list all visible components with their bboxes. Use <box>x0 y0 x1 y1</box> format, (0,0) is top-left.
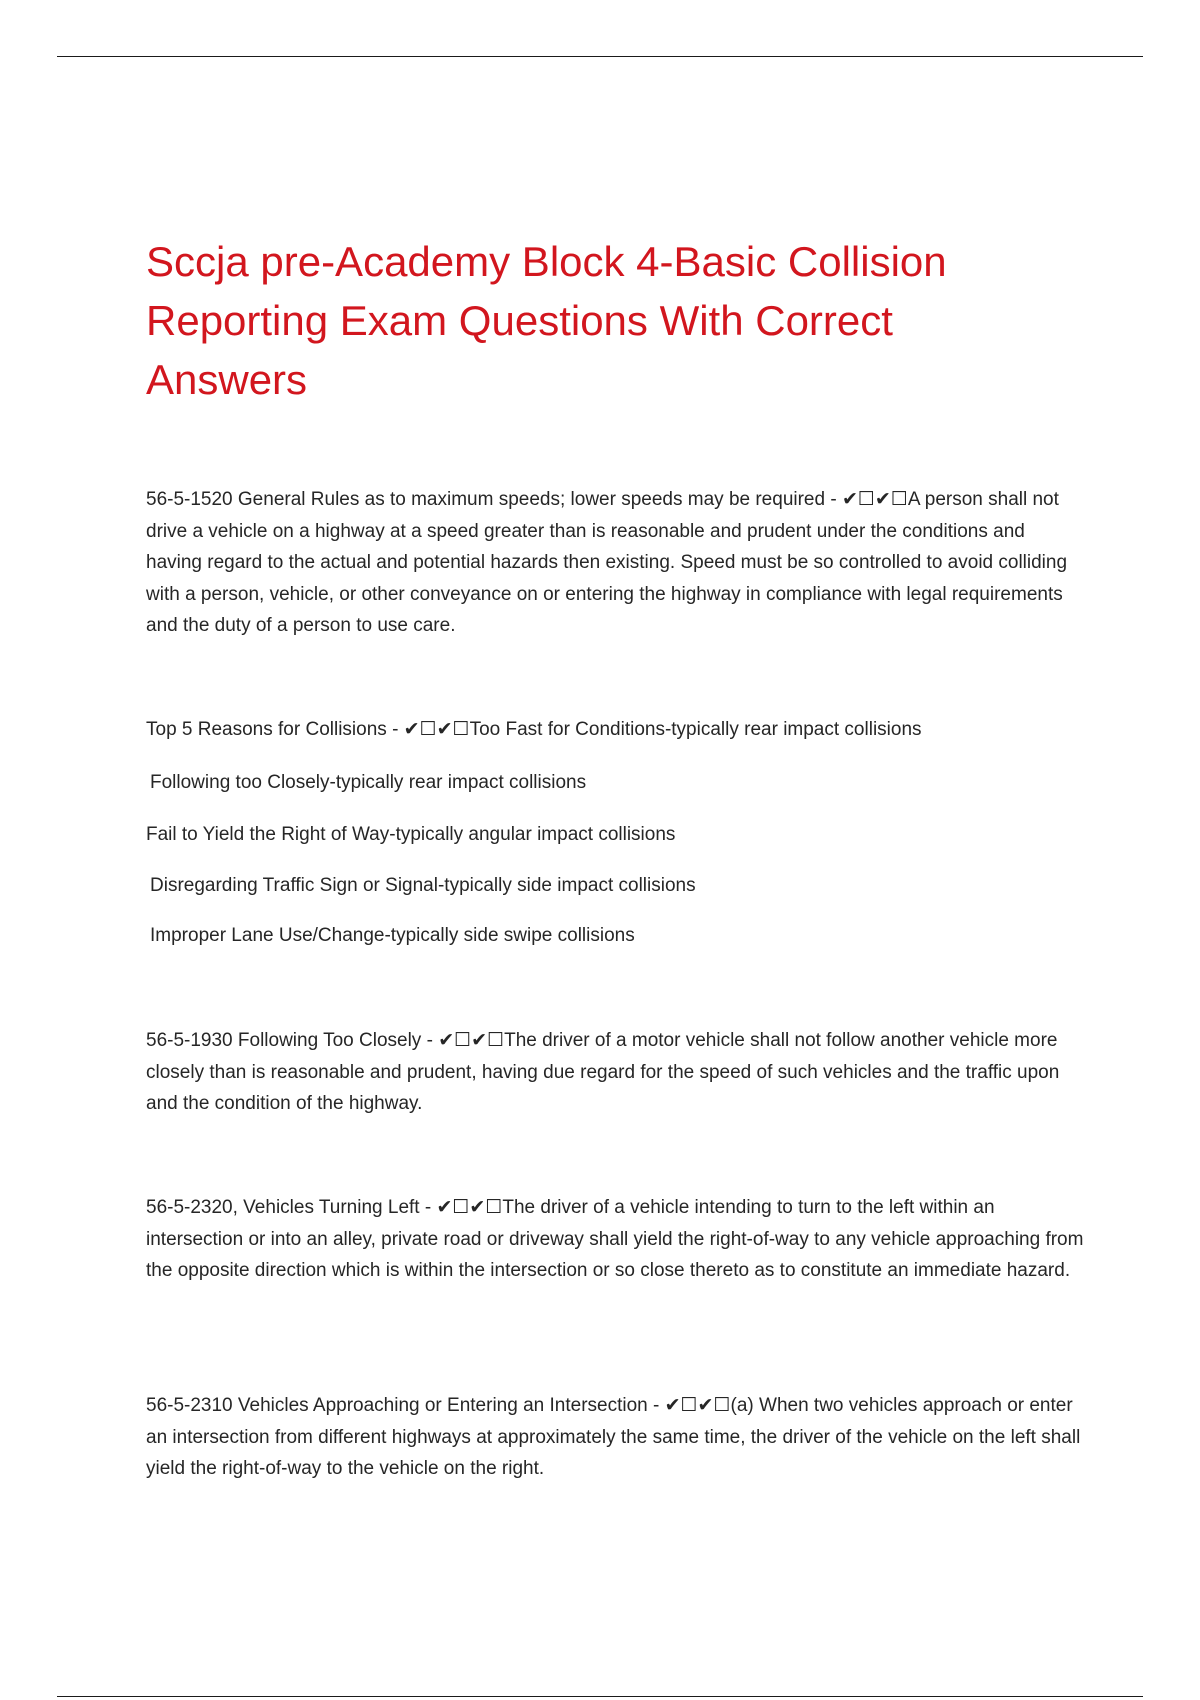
qa-entry-speed-rules: 56-5-1520 General Rules as to maximum speeds; lower speeds may be required - ✔☐✔☐A person shall not drive a vehicle on a highway at a speed greater than is reasonable and prudent under the conditions and having regard to the actual and potential hazards then existing. Speed must be so controlled to avoid colliding with a person, vehicle, or other conveyance on or entering the highway in compliance with legal requirements and the duty of a person to use care. <box>146 489 1068 636</box>
qa-entry-top-reasons: Top 5 Reasons for Collisions - ✔☐✔☐Too Fast for Conditions-typically rear impact collisions <box>146 719 922 740</box>
list-item: Improper Lane Use/Change-typically side swipe collisions <box>150 925 635 946</box>
list-item: Fail to Yield the Right of Way-typically angular impact collisions <box>146 824 676 845</box>
qa-entry-following-too-closely: 56-5-1930 Following Too Closely - ✔☐✔☐The driver of a motor vehicle shall not follow another vehicle more closely than is reasonable and prudent, having due regard for the speed of such vehicles and the traffic upon and the condition of the highway. <box>146 1030 1060 1114</box>
list-item: Disregarding Traffic Sign or Signal-typically side impact collisions <box>150 875 696 896</box>
bottom-rule <box>57 1696 1143 1697</box>
page-title: Sccja pre-Academy Block 4-Basic Collision Reporting Exam Questions With Correct Answers <box>146 238 947 403</box>
list-item: Following too Closely-typically rear impact collisions <box>150 772 587 793</box>
top-rule <box>57 56 1143 57</box>
qa-entry-turning-left: 56-5-2320, Vehicles Turning Left - ✔☐✔☐The driver of a vehicle intending to turn to the left within an intersection or into an alley, private road or driveway shall yield the right-of-way to any vehicle approaching from the opposite direction which is within the intersection or so close thereto as to constitute an immediate hazard. <box>146 1197 1084 1281</box>
qa-entry-intersection: 56-5-2310 Vehicles Approaching or Entering an Intersection - ✔☐✔☐(a) When two vehicles approach or enter an intersection from different highways at approximately the same time, the driver of the vehicle on the left shall yield the right-of-way to the vehicle on the right. <box>146 1395 1081 1479</box>
